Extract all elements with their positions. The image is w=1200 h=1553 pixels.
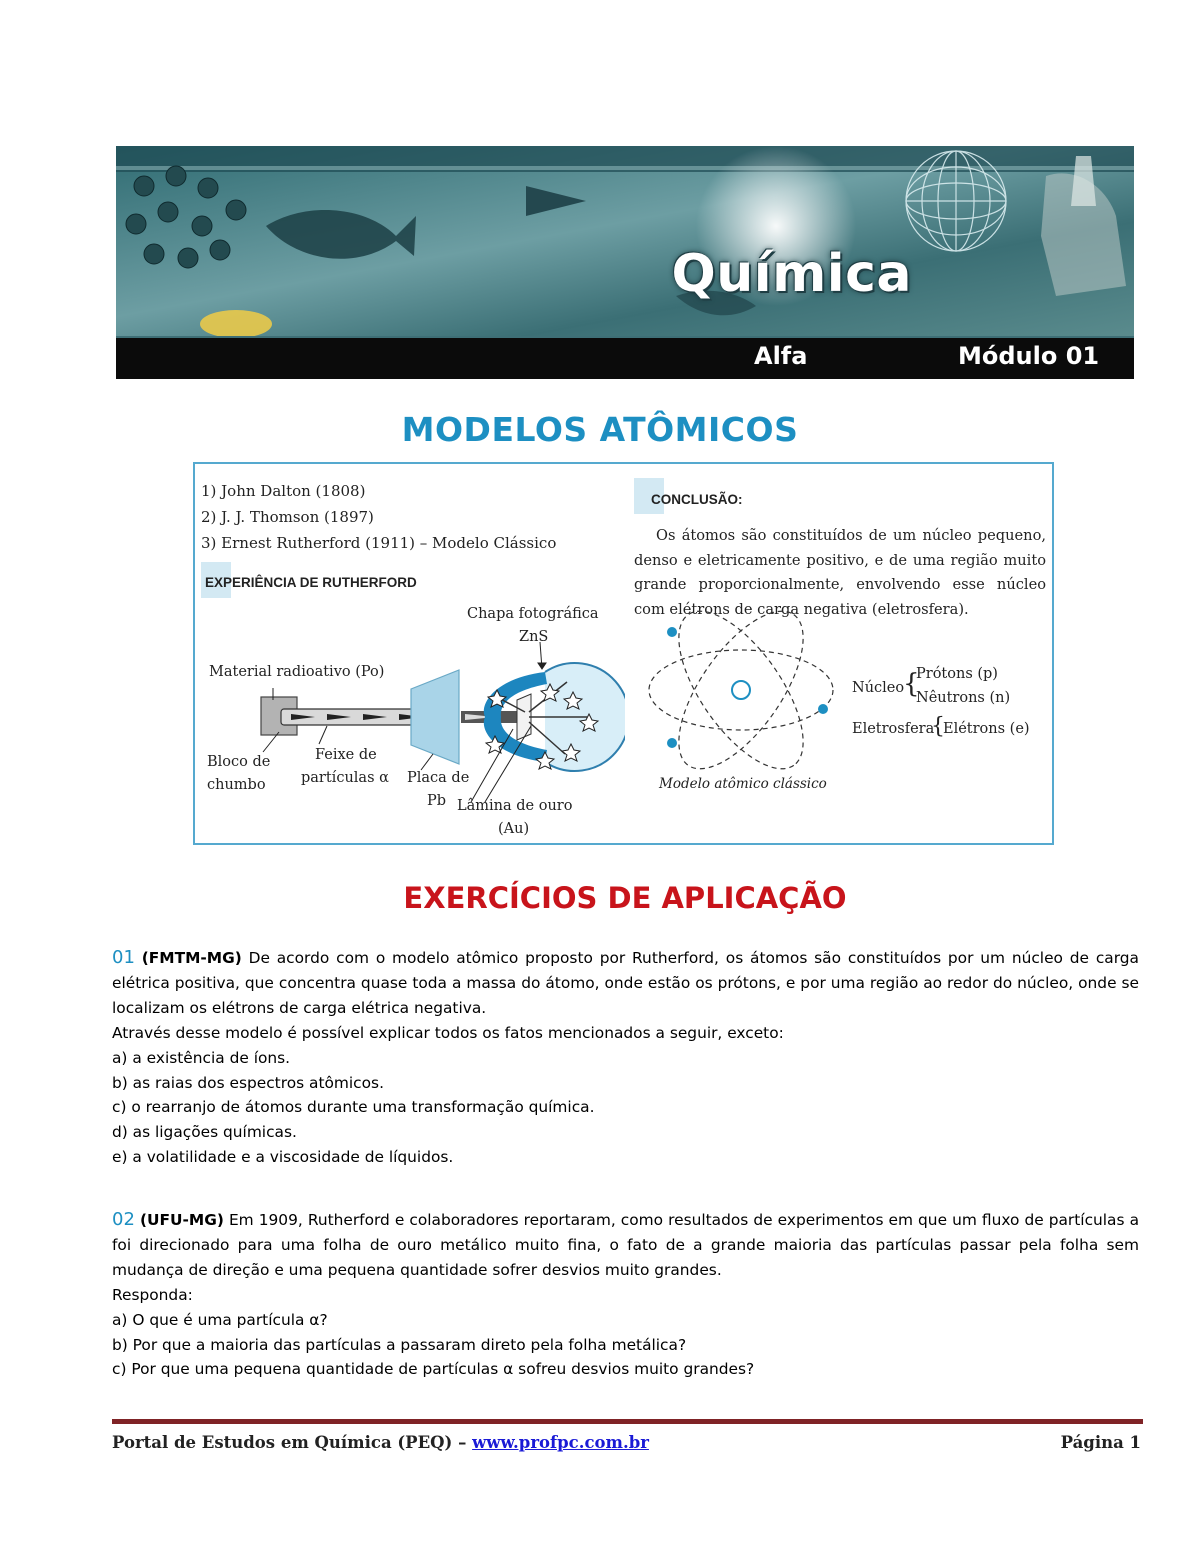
model-list-item: 3) Ernest Rutherford (1911) – Modelo Clássico xyxy=(201,534,557,552)
label-gold-foil-1: Lâmina de ouro xyxy=(457,798,573,814)
question-number: 02 xyxy=(112,1209,135,1230)
label-photographic-plate: Chapa fotográfica xyxy=(467,606,599,622)
page-number: Página 1 xyxy=(1060,1433,1141,1452)
question-source: (FMTM-MG) xyxy=(141,949,242,967)
exercises-heading: EXERCÍCIOS DE APLICAÇÃO xyxy=(403,881,847,915)
footer-link[interactable]: www.profpc.com.br xyxy=(472,1433,649,1452)
answer-option: e) a volatilidade e a viscosidade de líquidos. xyxy=(112,1148,454,1167)
answer-option: b) as raias dos espectros atômicos. xyxy=(112,1073,384,1092)
label-beam-1: Feixe de xyxy=(315,747,377,763)
banner-bar xyxy=(116,338,1134,379)
question-text: De acordo com o modelo atômico proposto por Rutherford, os átomos são constituídos por um núcleo de carga elétrica positiva, que concentra quase toda a massa do átomo, onde estão os prótons, e por uma região ao redor do núcleo, onde se localizam os elétrons de carga elétrica negativa. xyxy=(112,949,1139,1017)
gold-foil xyxy=(517,694,531,740)
label-lead-block-2: chumbo xyxy=(207,777,266,793)
lead-plate xyxy=(411,670,459,764)
model-list-item: 1) John Dalton (1808) xyxy=(201,482,366,500)
label-zns: ZnS xyxy=(519,629,549,645)
banner-module: Módulo 01 xyxy=(958,342,1100,370)
question-item: a) O que é uma partícula α? xyxy=(112,1310,328,1329)
electron xyxy=(667,627,677,637)
page-footer xyxy=(112,1433,1141,1452)
model-list-item: 2) J. J. Thomson (1897) xyxy=(201,508,374,526)
question-source: (UFU-MG) xyxy=(139,1211,224,1229)
atom-model-diagram xyxy=(635,604,845,774)
label-neutrons: Nêutrons (n) xyxy=(916,690,1011,706)
label-radioactive-material: Material radioativo (Po) xyxy=(209,664,385,680)
question-stem xyxy=(112,1208,1139,1283)
label-electrosphere: Eletrosfera xyxy=(852,721,935,737)
banner-level: Alfa xyxy=(754,342,808,370)
label-electrons: Elétrons (e) xyxy=(943,721,1030,737)
label-gold-foil-2: (Au) xyxy=(498,821,530,837)
answer-option: d) as ligações químicas. xyxy=(112,1123,297,1142)
question-item: b) Por que a maioria das partículas a passaram direto pela folha metálica? xyxy=(112,1335,687,1354)
conclusion-text: Os átomos são constituídos de um núcleo pequeno, denso e eletricamente positivo, e de uma região muito grande proporcionalmente, envolvendo esse núcleo com elétrons de carga negativa (eletrosfera). xyxy=(634,527,1046,618)
question-line: Através desse modelo é possível explicar todos os fatos mencionados a seguir, exceto: xyxy=(112,1023,784,1042)
footer-text: Portal de Estudos em Química (PEQ) – xyxy=(112,1433,473,1452)
label-protons: Prótons (p) xyxy=(916,666,998,682)
atomic-models-figure xyxy=(193,462,1054,845)
atom-model-caption: Modelo atômico clássico xyxy=(659,776,827,792)
brace-icon: { xyxy=(903,669,920,699)
nucleus xyxy=(732,681,750,699)
electron xyxy=(667,738,677,748)
label-lead-block-1: Bloco de xyxy=(207,754,271,770)
banner-illustration xyxy=(116,146,1134,336)
answer-option: c) o rearranjo de átomos durante uma transformação química. xyxy=(112,1098,595,1117)
answer-option: a) a existência de íons. xyxy=(112,1048,291,1067)
page-title: MODELOS ATÔMICOS xyxy=(401,410,799,449)
label-nucleus: Núcleo xyxy=(852,680,905,696)
header-banner xyxy=(116,146,1134,379)
label-pb-plate-2: Pb xyxy=(427,793,447,809)
label-pb-plate-1: Placa de xyxy=(407,770,470,786)
question-stem xyxy=(112,946,1139,1021)
question-item: c) Por que uma pequena quantidade de partículas α sofreu desvios muito grandes? xyxy=(112,1360,755,1379)
footer-divider xyxy=(112,1419,1143,1424)
question-01 xyxy=(112,946,1139,1170)
electron xyxy=(818,704,828,714)
question-number: 01 xyxy=(112,947,135,968)
label-beam-2: partículas α xyxy=(301,770,389,786)
question-line: Responda: xyxy=(112,1285,193,1304)
experiment-title: EXPERIÊNCIA DE RUTHERFORD xyxy=(205,575,417,590)
conclusion-title: CONCLUSÃO: xyxy=(651,492,743,507)
brace-icon: { xyxy=(931,714,945,739)
question-text: Em 1909, Rutherford e colaboradores reportaram, como resultados de experimentos em que um fluxo de partículas a foi direcionado para uma folha de ouro metálico muito fina, o fato de a grande maioria das partículas passar pela folha sem mudança de direção e uma pequena quantidade sofrer desvios muito grandes. xyxy=(112,1211,1139,1279)
question-02 xyxy=(112,1208,1139,1382)
banner-title: Química xyxy=(671,244,912,304)
